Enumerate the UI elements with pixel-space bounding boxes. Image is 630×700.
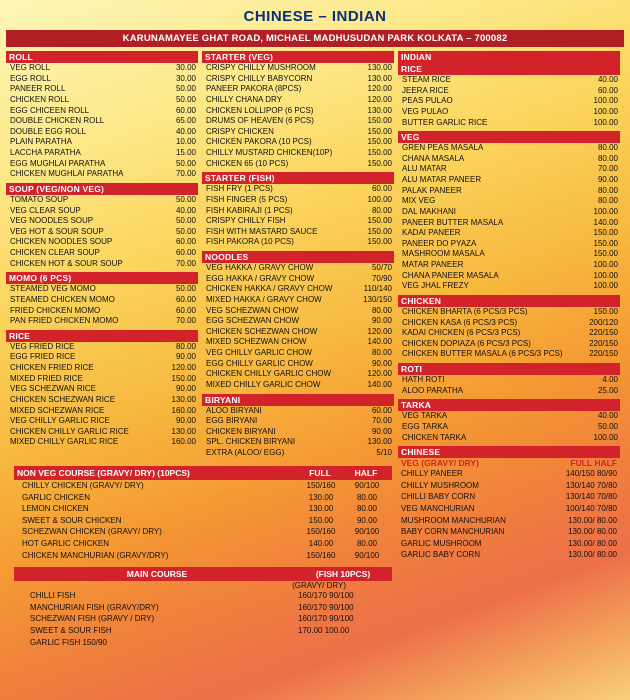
list-indian-rice [398,75,620,128]
list-item: DOUBLE CHICKEN ROLL 65.00 [10,116,196,126]
list-item: CHILLI BABY CORN 130/140 70/80 [401,492,617,502]
list-item: CHICKEN PAKORA (10 PCS) 150.00 [206,137,392,147]
list-soup [6,195,198,269]
list-item: MASHROOM MASALA 150.00 [402,249,618,259]
list-rice [6,342,198,448]
table-row: HOT GARLIC CHICKEN 140.00 80.00 [22,538,378,548]
section-heading-chinese: CHINESE [398,446,620,458]
list-chinese-veg [398,468,620,561]
table-row: SCHEZWAN FISH (GRAVY / DRY) 160/170 90/100 [30,614,354,624]
table-row: SWEET & SOUR CHICKEN 150.00 90.00 [22,515,378,525]
list-item: PLAIN PARATHA 10.00 [10,137,196,147]
list-item: ALOO BIRYANI 60.00 [206,405,392,415]
list-item: CRISPY CHICKEN 150.00 [206,126,392,136]
list-item: FISH FINGER (5 PCS) 100.00 [206,194,392,204]
list-item: GARLIC BABY CORN 130.00/ 80.00 [401,550,617,560]
table-row: MANCHURIAN FISH (GRAVY/DRY) 160/170 90/100 [30,602,354,612]
list-starter-veg [202,63,394,169]
list-item: PANEER PAKORA (8PCS) 120.00 [206,84,392,94]
list-item: EGG MUGHLAI PARATHA 50.00 [10,158,196,168]
section-heading-indian-rice: RICE [398,63,620,75]
address-banner: KARUNAMAYEE GHAT ROAD, MICHAEL MADHUSUDAN PARK KOLKATA – 700082 [6,30,624,47]
nonveg-course-heading: NON VEG COURSE (GRAVY/ DRY) (10PCS) FULL HALF [14,466,392,480]
list-item: GARLIC MUSHROOM 130.00/ 80.00 [401,538,617,548]
main-course-heading: MAIN COURSE (FISH 10PCS) [14,567,392,581]
list-momo [6,284,198,327]
list-item: MIXED CHILLY GARLIC CHOW 140.00 [206,379,392,389]
list-item: CHANA PANEER MASALA 100.00 [402,270,618,280]
list-item: VEG PULAO 100.00 [402,106,618,116]
table-row: SCHEZWAN CHICKEN (GRAVY/ DRY) 150/160 90/100 [22,527,380,537]
section-heading-indian: INDIAN [398,51,620,63]
list-item: FISH FRY (1 PCS) 60.00 [206,184,392,194]
list-item: MIXED SCHEZWAN RICE 160.00 [10,405,196,415]
list-item: KADAI CHICKEN (6 PCS/3 PCS) 220/150 [402,328,618,338]
list-item: CHILLY PANEER 140/150 80/90 [401,469,617,479]
table-row: GARLIC CHICKEN 130.00 80.00 [22,492,378,502]
list-item: VEG HOT & SOUR SOUP 50.00 [10,226,196,236]
list-item: CHICKEN MUGHLAI PARATHA 70.00 [10,169,196,179]
list-item: STEAMED CHICKEN MOMO 60.00 [10,294,196,304]
list-item: EGG FRIED RICE 90.00 [10,352,196,362]
list-item: MIXED FRIED RICE 150.00 [10,373,196,383]
list-nonveg-course [14,480,392,561]
list-item: CHICKEN CLEAR SOUP 60.00 [10,248,196,257]
list-item: ALOO PARATHA 25.00 [402,385,618,395]
list-item: VEG TARKA 40.00 [402,411,618,421]
list-item: CHICKEN TARKA 100.00 [402,432,618,442]
list-item: CHILLY CHANA DRY 120.00 [206,94,392,104]
list-item: MUSHROOM MANCHURIAN 130.00/ 80.00 [401,515,617,525]
list-item: FISH PAKORA (10 PCS) 150.00 [206,237,392,247]
list-item: CRISPY CHILLY BABYCORN 130.00 [206,73,392,83]
list-item: MIXED CHILLY GARLIC RICE 160.00 [10,437,196,447]
list-item: DAL MAKHANI 100.00 [402,206,618,216]
list-item: CHICKEN NOODLES SOUP 60.00 [10,237,196,247]
list-item: PAN FRIED CHICKEN MOMO 70.00 [10,316,196,326]
list-item: BUTTER GARLIC RICE 100.00 [402,117,618,127]
section-heading-momo: MOMO (6 PCS) [6,272,198,284]
table-row: GARLIC FISH 150/90 [30,637,107,647]
list-item: EXTRA (ALOO/ EGG) 5/10 [206,448,392,457]
list-item: CHICKEN SCHEZWAN CHOW 120.00 [206,326,392,336]
list-item: VEG SCHEZWAN RICE 90.00 [10,384,196,394]
section-heading-roti: ROTI [398,363,620,375]
list-item: VEG SCHEZWAN CHOW 80.00 [206,305,392,315]
page-title: CHINESE – INDIAN [243,8,387,25]
list-item: ALU MATAR 70.00 [402,164,618,174]
list-item: CHICKEN BHARTA (6 PCS/3 PCS) 150.00 [402,306,618,316]
list-item: VEG CHILLY GARLIC CHOW 80.00 [206,348,392,357]
list-item: STEAM RICE 40.00 [402,75,618,84]
main-course-subnote: (GRAVY/ DRY) [292,581,346,591]
list-item: FISH WITH MASTARD SAUCE 150.00 [206,226,392,236]
list-item: VEG CLEAR SOUP 40.00 [10,205,196,215]
list-item: VEG MANCHURIAN 100/140 70/80 [401,503,617,513]
list-item: PANEER BUTTER MASALA 140.00 [402,217,618,227]
section-heading-starter-fish: STARTER (FISH) [202,172,394,184]
list-item: DOUBLE EGG ROLL 40.00 [10,126,196,136]
list-item: TOMATO SOUP 50.00 [10,194,196,204]
list-item: MIXED HAKKA / GRAVY CHOW 130/150 [206,294,392,304]
list-item: CHICKEN BUTTER MASALA (6 PCS/3 PCS) 220/150 [402,349,618,359]
list-item: HATH ROTI 4.00 [402,375,618,384]
list-item: CHICKEN 65 (10 PCS) 150.00 [206,158,392,168]
list-item: SPL. CHICKEN BIRYANI 130.00 [206,437,392,447]
list-item: CHICKEN KASA (6 PCS/3 PCS) 200/120 [402,317,618,327]
list-item: EGG CHILLY GARLIC CHOW 90.00 [206,358,392,368]
list-item: CHICKEN LOLLIPOP (6 PCS) 130.00 [206,105,392,115]
chinese-veg-subheading: VEG (GRAVY/ DRY) FULL HALF [401,458,617,469]
list-item: VEG NOODLES SOUP 50.00 [10,216,196,226]
section-heading-indian-chicken: CHICKEN [398,295,620,307]
list-noodles [202,263,394,391]
list-item: CHICKEN HOT & SOUR SOUP 70.00 [10,258,196,268]
list-roti [398,375,620,396]
table-row: CHILLY CHICKEN (GRAVY/ DRY) 150/160 90/100 [22,481,380,490]
list-item: BABY CORN MANCHURIAN 130.00/ 80.00 [401,527,617,537]
section-heading-biryani: BIRYANI [202,394,394,406]
list-item: CRISPY CHILLY MUSHROOM 130.00 [206,63,392,72]
list-item: VEG CHILLY GARLIC RICE 90.00 [10,416,196,426]
section-heading-rice: RICE [6,330,198,342]
list-item: CHICKEN FRIED RICE 120.00 [10,363,196,372]
list-item: JEERA RICE 60.00 [402,85,618,95]
list-item: CHILLY MUSHROOM 130/140 70/80 [401,480,617,490]
list-item: CHICKEN HAKKA / GRAVY CHOW 110/140 [206,284,392,294]
section-heading-starter-veg: STARTER (VEG) [202,51,394,63]
list-item: DRUMS OF HEAVEN (6 PCS) 150.00 [206,116,392,126]
list-item: VEG HAKKA / GRAVY CHOW 50/70 [206,263,392,272]
section-heading-noodles: NOODLES [202,251,394,263]
list-item: CHICKEN BIRYANI 90.00 [206,426,392,436]
list-indian-chicken [398,307,620,360]
list-item: EGG SCHEZWAN CHOW 90.00 [206,316,392,326]
list-item: EGG CHICEEN ROLL 60.00 [10,105,196,115]
list-item: ALU MATAR PANEER 90.00 [402,175,618,184]
list-item: MIXED SCHEZWAN CHOW 140.00 [206,337,392,347]
list-item: EGG TARKA 50.00 [402,421,618,431]
list-tarka [398,411,620,443]
list-item: PEAS PULAO 100.00 [402,96,618,106]
section-heading-tarka: TARKA [398,399,620,411]
table-row: CHICKEN MANCHURIAN (GRAVY/DRY) 150/160 90/100 [22,550,380,560]
list-item: LACCHA PARATHA 15.00 [10,148,196,157]
table-row: CHILLI FISH 160/170 90/100 [30,591,354,601]
list-item: CHILLY MUSTARD CHICKEN(10P) 150.00 [206,148,392,157]
list-item: MATAR PANEER 100.00 [402,260,618,269]
list-item: CHICKEN CHILLY GARLIC RICE 130.00 [10,426,196,436]
list-item: FISH KABIRAJI (1 PCS) 80.00 [206,205,392,215]
list-item: CHICKEN DOPIAZA (6 PCS/3 PCS) 220/150 [402,338,618,348]
list-item: EGG ROLL 30.00 [10,73,196,83]
list-item: CRISPY CHILLY FISH 150.00 [206,216,392,226]
list-item: VEG JHAL FREZY 100.00 [402,281,618,291]
list-roll [6,63,198,180]
list-item: GREN PEAS MASALA 80.00 [402,143,618,153]
list-item: EGG BIRYANI 70.00 [206,416,392,426]
list-item: VEG FRIED RICE 80.00 [10,341,196,351]
list-indian-veg [398,143,620,292]
column-right [398,51,620,561]
list-item: CHICKEN CHILLY GARLIC CHOW 120.00 [206,369,392,379]
table-row: SWEET & SOUR FISH 170.00 100.00 [30,625,350,635]
list-item: CHICKEN ROLL 50.00 [10,94,196,104]
list-item: PANEER ROLL 50.00 [10,84,196,94]
table-row: LEMON CHICKEN 130.00 80.00 [22,504,378,514]
list-main-course [14,590,392,648]
list-item: CHICKEN SCHEZWAN RICE 130.00 [10,394,196,404]
list-item: PALAK PANEER 80.00 [402,185,618,195]
section-heading-soup: SOUP (VEG/NON VEG) [6,183,198,195]
list-item: PANEER DO PYAZA 150.00 [402,238,618,248]
list-item: KADAI PANEER 150.00 [402,228,618,238]
list-item: MIX VEG 80.00 [402,196,618,206]
list-item: FRIED CHICKEN MOMO 60.00 [10,305,196,315]
section-heading-indian-veg: VEG [398,131,620,143]
section-heading-roll: ROLL [6,51,198,63]
list-item: STEAMED VEG MOMO 50.00 [10,284,196,294]
list-item: VEG ROLL 30.00 [10,63,196,72]
list-item: CHANA MASALA 80.00 [402,153,618,163]
list-item: EGG HAKKA / GRAVY CHOW 70/90 [206,273,392,283]
list-biryani [202,406,394,459]
list-starter-fish [202,184,394,248]
nonveg-course-block [14,466,392,648]
